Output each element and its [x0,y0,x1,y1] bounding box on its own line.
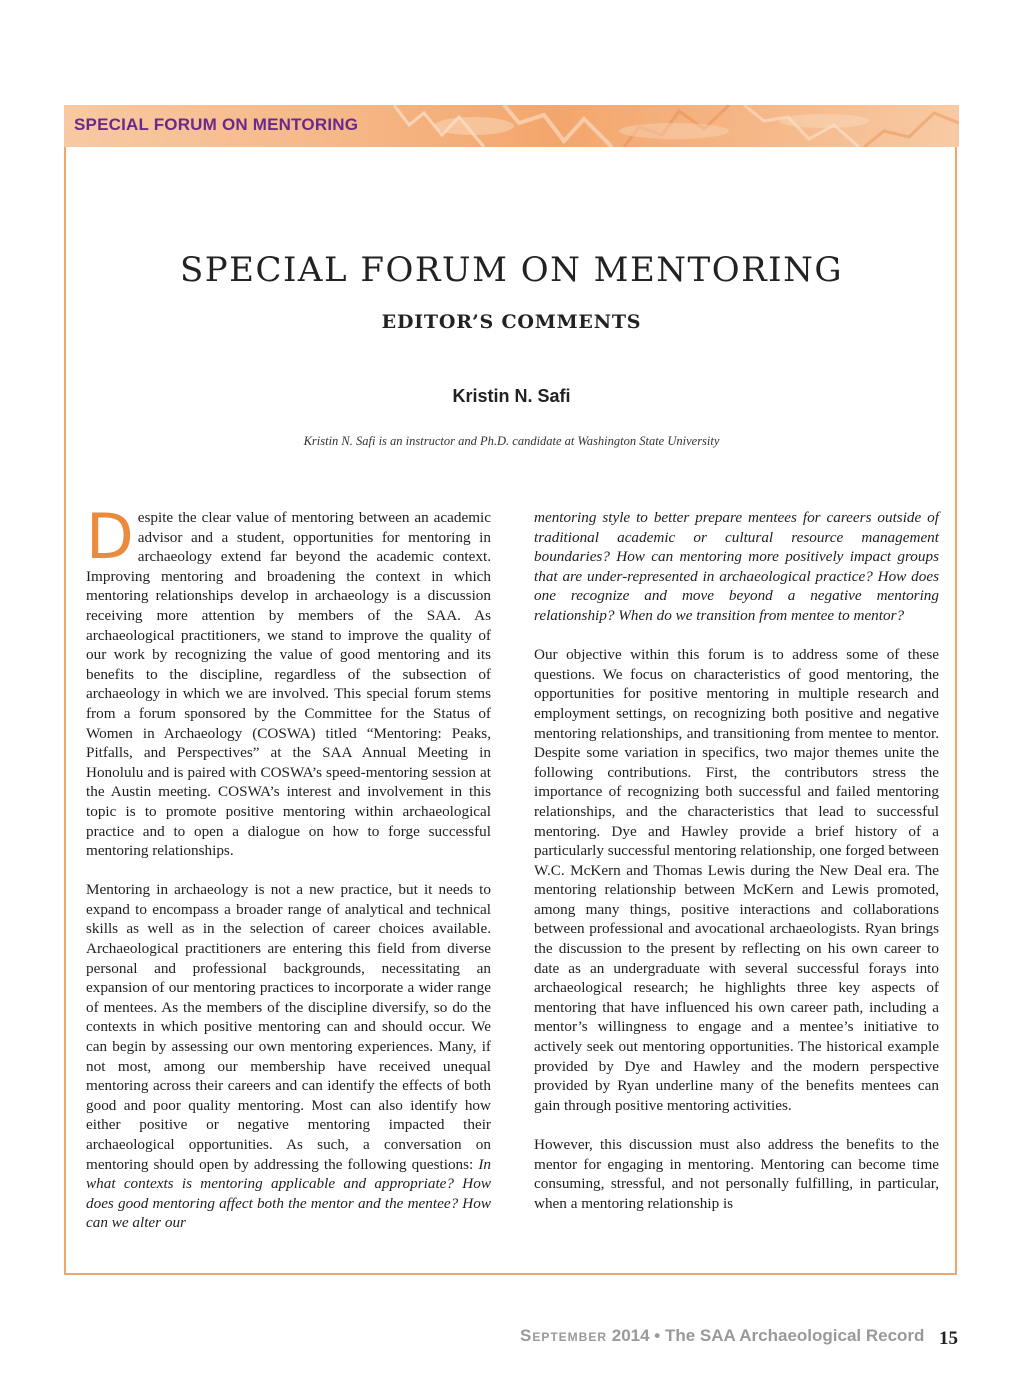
author-name: Kristin N. Safi [452,386,571,406]
section-banner [64,105,959,147]
body-column-left [86,500,491,1253]
drop-cap: D [86,500,134,573]
paragraph-benefits: However, this discussion must also address the benefits to the mentor for engaging in mentoring. Mentoring can become time consuming, stressful, and not personally fulfilling, in particular, when a mentoring relationship is [534,1136,939,1212]
paragraph-objective: Our objective within this forum is to address some of these questions. We focus on characteristics of good mentoring, the opportunities for positive mentoring in multiple research and employment settings, on recognizing both positive and negative mentoring relationships, and transitioning from mentee to mentor. Despite some variation in specifics, two major themes unite the following contributions. First, the contributors stress the importance of recognizing both successful and failed mentoring relationships, and the characteristics that lead to successful mentoring. Dye and Hawley provide a brief history of a particularly successful mentoring relationship, one forged between W.C. McKern and Thomas Lewis during the New Deal era. The mentoring relationship between McKern and Lewis promoted, among many things, positive interactions and collaborations between professional and avocational archaeologists. Ryan brings the discussion to the present by reflecting on his own career to date as an undergraduate with several successful forays into archaeological research; he highlights three key aspects of mentoring that have influenced his own career path, including a mentor’s willingness to engage and a mentee’s initiative to actively seek out mentoring opportunities. The historical example provided by Dye and Hawley and the modern perspective provided by Ryan underline many of the benefits mentees can gain through positive mentoring activities. [534,646,940,1114]
footer-publication: 2014 • The SAA Archaeological Record [607,1326,925,1345]
banner-label: SPECIAL FORUM ON MENTORING [74,115,359,134]
paragraph-2-questions: In what contexts is mentoring applicable and appropriate? How does good mentoring affect both the mentor and the mentee? How can we alter our [86,1155,491,1232]
body-column-right [534,508,939,1233]
paragraph-1 [86,500,491,861]
article-title: SPECIAL FORUM ON MENTORING [179,250,844,290]
article-subtitle: EDITOR’S COMMENTS [381,311,642,333]
paragraph-questions-continued: mentoring style to better prepare mentees for careers outside of traditional academic or cultural resource management boundaries? How can mentoring more positively impact groups that are under-represented in archaeological practice? How does one recognize and move beyond a negative mentoring relationship? When do we transition from mentee to mentor? [534,509,939,624]
paragraph-2 [86,880,491,1233]
author-affiliation: Kristin N. Safi is an instructor and Ph.D. candidate at Washington State University [303,434,720,448]
footer-month: September [520,1326,608,1345]
running-footer [520,1326,924,1346]
page-number: 15 [939,1328,958,1349]
paragraph-1-text: espite the clear value of mentoring between an academic advisor and a student, opportunities for mentoring in archaeology extend far beyond the academic context. Improving mentoring and broadening the context in which mentoring relationships develop in archaeology is a discussion receiving more attention by members of the SAA. As archaeological practitioners, we stand to improve the quality of our work by recognizing the value of good mentoring and its benefits to the discipline, regardless of the subsection of archaeology in which we are involved. This special forum stems from a forum sponsored by the Committee for the Status of Women in Archaeology (COSWA) titled “Mentoring: Peaks, Pitfalls, and Perspectives” at the SAA Annual Meeting in Honolulu and is paired with COSWA’s speed-mentoring session at the Austin meeting. COSWA’s interest and involvement in this topic is to promote positive mentoring within archaeological practice and to open a dialogue on how to forge successful mentoring relationships. [86,509,491,860]
paragraph-2-text: Mentoring in archaeology is not a new practice, but it needs to expand to encompass a broader range of analytical and technical skills as well as in the selection of career choices available. Archaeological practitioners are entering this field from diverse personal and professional backgrounds, necessitating an expansion of our mentoring practices to incorporate a wider range of mentees. As the members of the discipline diversify, so do the contexts in which positive mentoring can and should occur. We can begin by assessing our own mentoring experiences. Many, if not most, among our membership have received unequal mentoring across their careers and can identify the effects of both good and poor quality mentoring. Most can also identify how either positive or negative mentoring impacted their archaeological opportunities. As such, a conversation on mentoring should open by addressing the following questions: [86,881,491,1173]
